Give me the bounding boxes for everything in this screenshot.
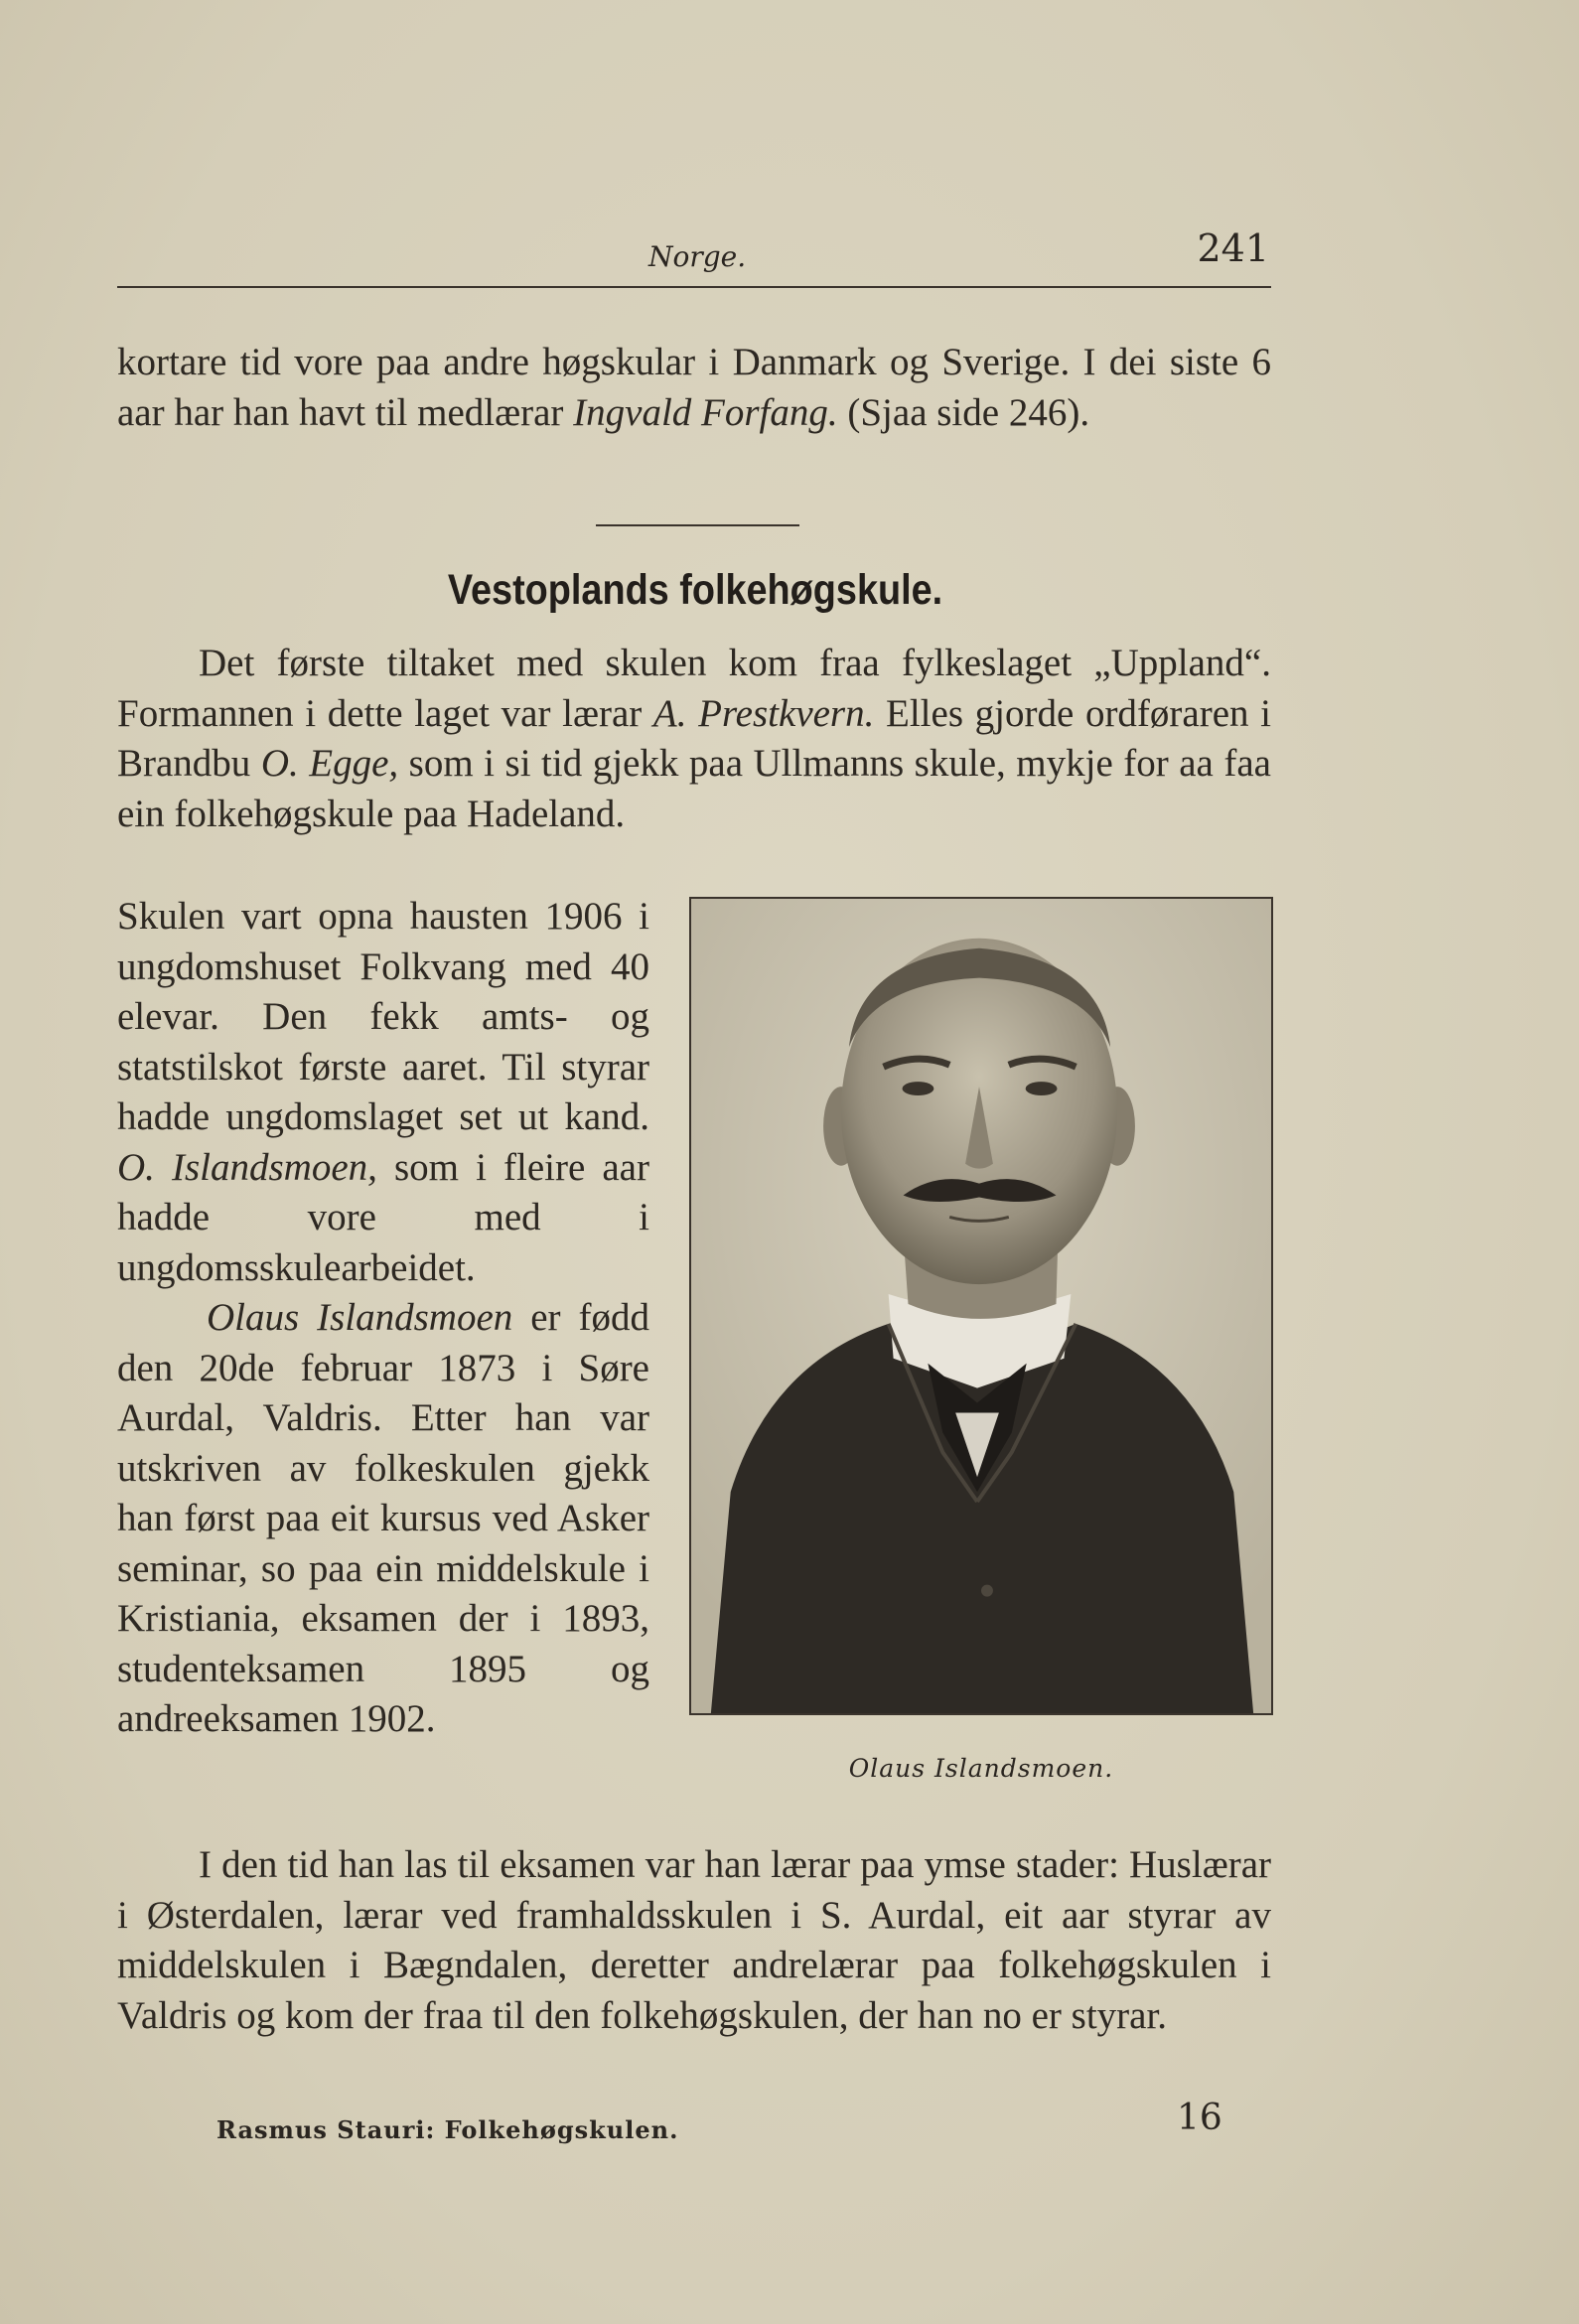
section-heading: Vestoplands folkehøgskule.	[447, 566, 943, 614]
narrow-column	[117, 892, 649, 1745]
figure-caption: Olaus Islandsmoen.	[848, 1754, 1114, 1783]
running-title: Norge.	[648, 240, 747, 273]
section-divider	[596, 524, 799, 526]
text-segment: kortare tid vore paa andre høgskular i Danmark og Sverige. I dei siste 6 aar har han havt til medlærar	[117, 341, 1271, 434]
text-segment: som i si tid gjekk paa Ullmanns skule, mykje for aa faa ein folkehøgskule paa Hadeland.	[117, 742, 1271, 835]
paragraph-3	[117, 892, 649, 1293]
person-name: O. Islandsmoen,	[117, 1145, 377, 1189]
person-name: Ingvald Forfang.	[573, 390, 838, 434]
text-segment: Det første tiltaket med skulen kom fraa fylkeslaget „Uppland“. Formannen i dette laget var lærar	[117, 642, 1271, 735]
portrait-illustration	[691, 899, 1271, 1713]
text-segment: Elles gjorde ordføraren i Brandbu	[117, 691, 1272, 785]
portrait-photo	[689, 897, 1273, 1715]
text-segment: I den tid han las til eksamen var han lærar paa ymse stader: Huslærar i Østerdalen, lærar ved framhaldsskulen i S. Aurdal, eit aar styrar av middelskulen i Bægndalen, deretter andrelærar paa folkehøgskulen i Valdris og kom der fraa til den folkehøgskulen, der han no er styrar.	[117, 1843, 1271, 2037]
person-name: A. Prestkvern.	[652, 691, 875, 735]
text-segment: er fødd den 20de februar 1873 i Søre Aurdal, Valdris. Etter han var utskriven av folkeskulen gjekk han først paa eit kursus ved Asker seminar, so paa ein middelskule i Kristiania, eksamen der i 1893, studenteksamen 1895 og andreeksamen 1902.	[117, 1296, 649, 1740]
paragraph-4	[117, 1293, 649, 1745]
text-segment: som i fleire aar hadde vore med i ungdomsskulearbeidet.	[117, 1145, 649, 1289]
footer-sheet-number: 16	[1177, 2098, 1222, 2138]
text-segment: Skulen vart opna hausten 1906 i ungdomshuset Folkvang med 40 elevar. Den fekk amts- og statstilskot første aaret. Til styrar hadde ungdomslaget set ut kand.	[117, 895, 649, 1138]
person-name: Olaus Islandsmoen	[207, 1296, 513, 1339]
page-number: 241	[1197, 226, 1269, 270]
text-segment: (Sjaa side 246).	[837, 390, 1090, 434]
person-name: O. Egge,	[260, 742, 399, 785]
paragraph-5	[117, 1840, 1271, 2041]
paragraph-1	[117, 338, 1271, 438]
paragraph-2	[117, 639, 1271, 839]
footer-signature: Rasmus Stauri: Folkehøgskulen.	[216, 2115, 679, 2144]
page-header	[117, 226, 1271, 288]
